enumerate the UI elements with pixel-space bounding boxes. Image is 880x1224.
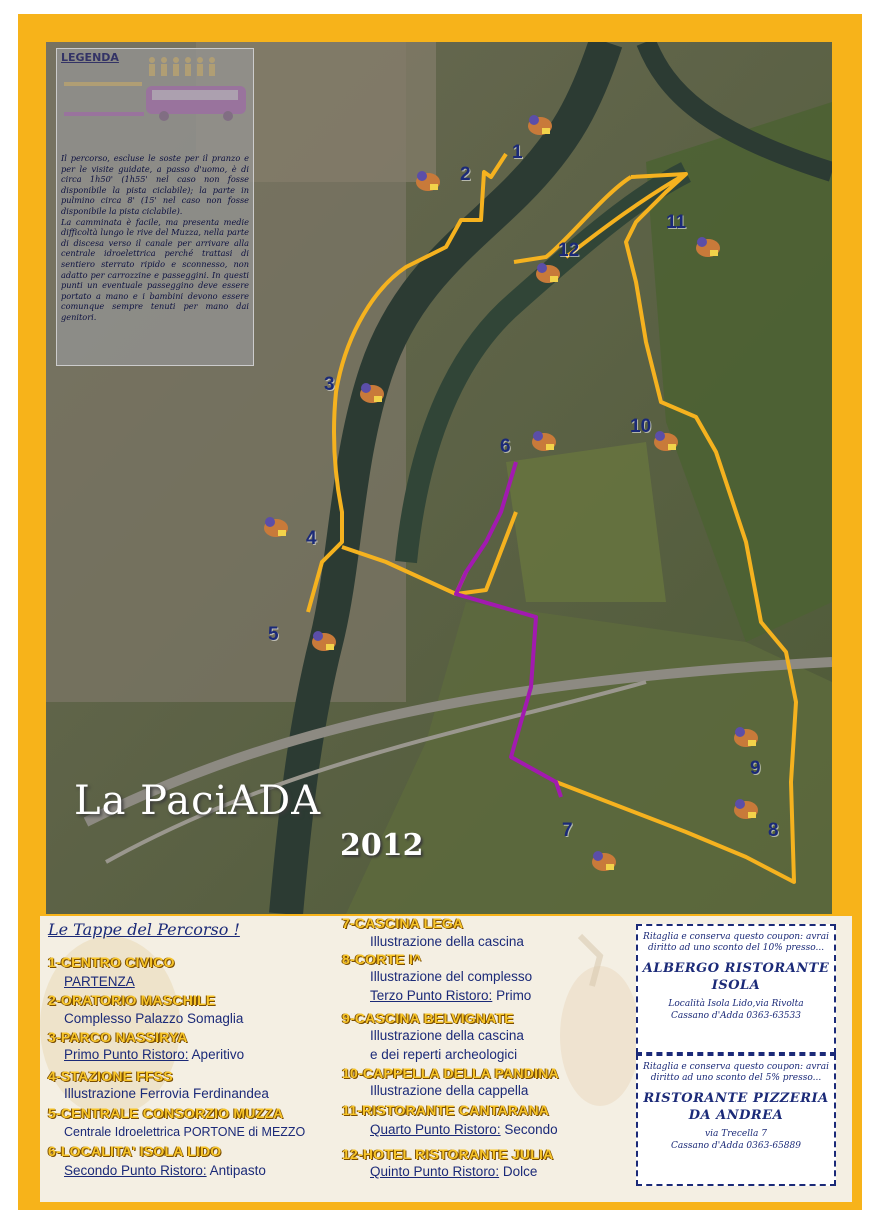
stage-12-text [370, 1164, 537, 1179]
stop-number-6: 6 [500, 436, 511, 457]
stage-1-heading: 1-CENTRO CIVICO [48, 954, 175, 970]
legend-description [61, 153, 249, 323]
stop-number-5: 5 [268, 624, 279, 645]
stage-6-course: Antipasto [206, 1163, 266, 1178]
stage-5-heading: 5-CENTRALE CONSORZIO MUZZA [48, 1105, 284, 1121]
stop-number-12: 12 [558, 240, 580, 261]
stage-9-heading: 9-CASCINA BELVIGNATE [342, 1010, 514, 1026]
stage-10-heading: 10-CAPPELLA DELLA PANDINA [342, 1065, 559, 1081]
field-center [506, 442, 666, 602]
coupon-1-address: Località Isola Lido,via Rivolta Cassano d'Adda 0363-63533 [668, 999, 804, 1021]
stages-title: Le Tappe del Percorso ! [48, 920, 240, 939]
coupon-1-offer: Ritaglia e conserva questo coupon: avrai diritto ad uno sconto del 10% presso... [643, 932, 829, 953]
event-year: 2012 [340, 828, 424, 863]
stage-12-heading: 12-HOTEL RISTORANTE JULIA [342, 1146, 554, 1162]
legend-title: LEGENDA [61, 51, 119, 64]
stop-number-8: 8 [768, 820, 779, 841]
stage-3-ristoro: Primo Punto Ristoro: [64, 1047, 189, 1062]
stop-number-7: 7 [562, 820, 573, 841]
stage-2-heading: 2-ORATORIO MASCHILE [48, 992, 216, 1008]
coupon-2-offer: Ritaglia e conserva questo coupon: avrai diritto ad uno sconto del 5% presso... [643, 1062, 829, 1083]
stage-1-text: PARTENZA [64, 974, 135, 989]
coupon-2-name: RISTORANTE PIZZERIA DA ANDREA [643, 1091, 829, 1123]
stop-number-4: 4 [306, 528, 317, 549]
stage-7-text: Illustrazione della cascina [370, 934, 524, 949]
coupon-pizzeria-da-andrea[interactable] [636, 1054, 836, 1186]
stage-8-text-2 [370, 988, 531, 1003]
stage-6-text [64, 1163, 266, 1178]
event-title: La PaciADA [74, 778, 322, 824]
map-legend [56, 48, 254, 366]
stage-5-text: Centrale Idroelettrica PORTONE di MEZZO [64, 1125, 306, 1139]
stop-number-1: 1 [512, 142, 523, 163]
stop-number-10: 10 [630, 416, 652, 437]
stage-6-heading: 6-LOCALITA' ISOLA LIDO [48, 1143, 222, 1159]
stage-7-heading: 7-CASCINA LEGA [342, 915, 464, 931]
stop-number-9: 9 [750, 758, 761, 779]
stage-12-course: Dolce [499, 1164, 538, 1179]
stage-10-text: Illustrazione della cappella [370, 1083, 529, 1098]
stage-8-course: Primo [492, 988, 532, 1003]
coupon-1-name: ALBERGO RISTORANTE ISOLA [642, 961, 830, 993]
stage-9-text-1: Illustrazione della cascina [370, 1028, 524, 1043]
stop-number-3: 3 [324, 374, 335, 395]
stage-11-ristoro: Quarto Punto Ristoro: [370, 1122, 501, 1137]
coupon-2-address: via Trecella 7 Cassano d'Adda 0363-65889 [671, 1129, 801, 1151]
stage-2-text: Complesso Palazzo Somaglia [64, 1011, 244, 1026]
coupon-albergo-isola[interactable] [636, 924, 836, 1054]
legend-paragraph-2: La camminata è facile, ma presenta medie difficoltà lungo le rive del Muzza, nella parte di discesa verso il canale per arrivare alla centrale idroelettrica perché trattasi di sentiero sterrato ripido e sconnesso, non adatto per carrozzine e passeggini. In questi punti un eventuale passeggino deve essere portato a mano e i bambini devono essere comunque sempre tenuti per mano dai genitori. [61, 216, 249, 322]
stage-3-heading: 3-PARCO NASSIRYA [48, 1029, 188, 1045]
stage-8-heading: 8-CORTE I^ [342, 951, 422, 967]
stage-8-text-1: Illustrazione del complesso [370, 969, 533, 984]
stop-number-2: 2 [460, 164, 471, 185]
legend-paragraph-1: Il percorso, escluse le soste per il pranzo e per le visite guidate, a passo d'uomo, è di circa 1h50' (1h55' nel caso non fosse disponibile la pista ciclabile); la parte in pulmino circa 8' (15' nel caso non fosse disponibile la pista ciclabile). [61, 153, 249, 216]
stage-11-text [370, 1122, 558, 1137]
stage-4-heading: 4-STAZIONE FFSS [48, 1068, 173, 1084]
stage-3-course: Aperitivo [188, 1047, 245, 1062]
stage-11-course: Secondo [500, 1122, 558, 1137]
stop-number-11: 11 [666, 212, 687, 233]
stage-11-heading: 11-RISTORANTE CANTARANA [342, 1102, 550, 1118]
stage-12-ristoro: Quinto Punto Ristoro: [370, 1164, 500, 1179]
stage-3-text [64, 1047, 244, 1062]
stage-8-ristoro: Terzo Punto Ristoro: [370, 988, 493, 1003]
stage-9-text-2: e dei reperti archeologici [370, 1047, 518, 1062]
stage-6-ristoro: Secondo Punto Ristoro: [64, 1163, 207, 1178]
stage-4-text: Illustrazione Ferrovia Ferdinandea [64, 1086, 269, 1101]
